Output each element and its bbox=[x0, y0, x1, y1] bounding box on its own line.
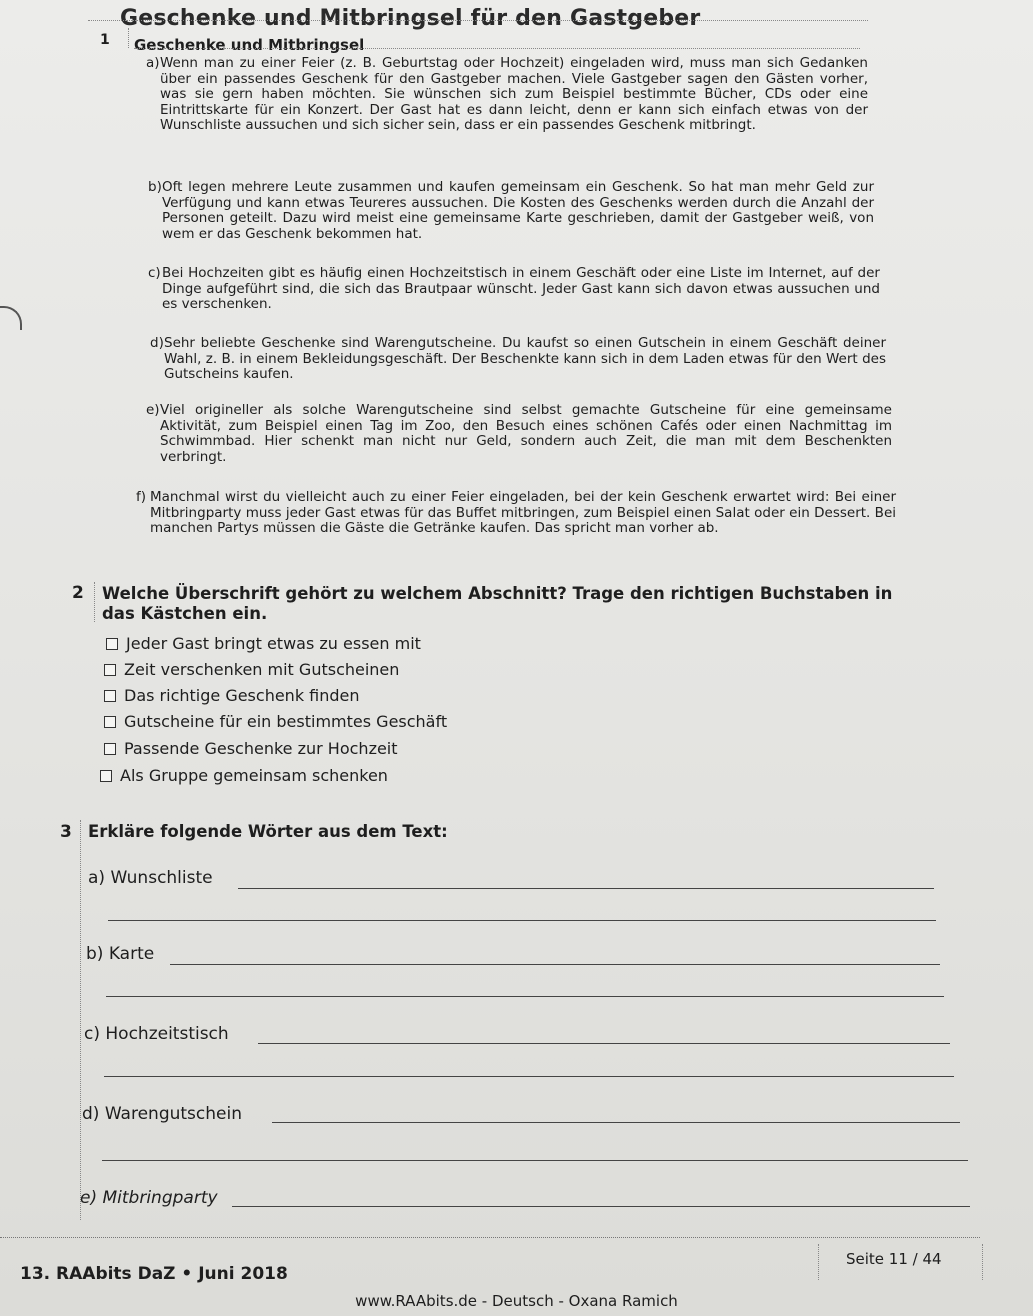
answer-line[interactable] bbox=[170, 964, 940, 965]
heading-option bbox=[104, 739, 398, 758]
footer-issue: 13. RAAbits DaZ • Juni 2018 bbox=[20, 1264, 288, 1284]
heading-option-text: Das richtige Geschenk finden bbox=[124, 686, 360, 705]
section1-marker-line bbox=[128, 28, 129, 48]
footer-credit: www.RAAbits.de - Deutsch - Oxana Ramich bbox=[355, 1292, 678, 1310]
heading-option bbox=[104, 686, 360, 705]
section2-task: Welche Überschrift gehört zu welchem Abschnitt? Trage den richtigen Buchstaben in das Kästchen ein. bbox=[102, 584, 893, 623]
section2-number: 2 bbox=[72, 583, 84, 603]
section1-divider bbox=[134, 48, 860, 49]
footer-separator bbox=[818, 1244, 819, 1280]
paragraph-label: f) bbox=[136, 489, 147, 505]
heading-option-text: Als Gruppe gemeinsam schenken bbox=[120, 766, 388, 785]
page-title: Geschenke und Mitbringsel für den Gastgeber bbox=[120, 6, 701, 31]
page-number: Seite 11 / 44 bbox=[846, 1250, 942, 1268]
heading-option bbox=[104, 712, 447, 731]
paragraph-label: d) bbox=[150, 335, 164, 351]
answer-box[interactable] bbox=[104, 690, 116, 702]
answer-line[interactable] bbox=[272, 1122, 960, 1123]
footer-separator bbox=[982, 1244, 983, 1280]
binding-mark bbox=[0, 306, 22, 330]
heading-option bbox=[104, 660, 399, 679]
paragraph-text: Oft legen mehrere Leute zusammen und kaufen gemeinsam ein Geschenk. So hat man mehr Geld zur Verfügung und kann etwas Teureres aussuchen. Die Kosten des Geschenks werden durch die Anzahl der Personen geteilt. Dazu wird meist eine gemeinsame Karte geschrieben, damit der Gastgeber weiß, von wem er das Geschenk bekommen hat. bbox=[162, 179, 874, 242]
section1-number: 1 bbox=[100, 32, 110, 48]
answer-line[interactable] bbox=[108, 920, 936, 921]
answer-line[interactable] bbox=[258, 1043, 950, 1044]
paragraph-e bbox=[146, 402, 892, 465]
paragraph-label: e) bbox=[146, 402, 160, 418]
paragraph-text: Bei Hochzeiten gibt es häufig einen Hochzeitstisch in einem Geschäft oder eine Liste im Internet, auf der Dinge aufgeführt sind, die sich das Brautpaar wünscht. Jeder Gast kann sich davon etwas aussuchen und es verschenken. bbox=[162, 265, 880, 312]
section3-task: Erkläre folgende Wörter aus dem Text: bbox=[88, 822, 448, 841]
vocab-word: d) Warengutschein bbox=[82, 1104, 242, 1124]
title-divider bbox=[88, 20, 868, 21]
section3-marker-line bbox=[80, 820, 81, 1220]
paragraph-label: a) bbox=[146, 55, 160, 71]
answer-line[interactable] bbox=[104, 1076, 954, 1077]
answer-line[interactable] bbox=[238, 888, 934, 889]
paragraph-f bbox=[136, 489, 896, 537]
vocab-word: e) Mitbringparty bbox=[80, 1188, 218, 1208]
answer-box[interactable] bbox=[104, 716, 116, 728]
paragraph-text: Viel origineller als solche Warengutscheine sind selbst gemachte Gutscheine für eine gemeinsame Aktivität, zum Beispiel einen Tag im Zoo, den Besuch eines schönen Cafés oder einen Nachmittag im Schwimmbad. Hier schenkt man nicht nur Geld, sondern auch Zeit, die man mit dem Beschenkten verbringt. bbox=[160, 402, 892, 465]
paragraph-a bbox=[146, 55, 868, 134]
answer-line[interactable] bbox=[106, 996, 944, 997]
heading-option bbox=[100, 766, 388, 785]
paragraph-text: Sehr beliebte Geschenke sind Warengutscheine. Du kaufst so einen Gutschein in einem Geschäft deiner Wahl, z. B. in einem Bekleidungsgeschäft. Der Beschenkte kann sich in dem Laden etwas für den Wert des Gutscheins kaufen. bbox=[164, 335, 886, 382]
answer-box[interactable] bbox=[104, 743, 116, 755]
answer-line[interactable] bbox=[102, 1160, 968, 1161]
paragraph-text: Wenn man zu einer Feier (z. B. Geburtstag oder Hochzeit) eingeladen wird, muss man sich Gedanken über ein passendes Geschenk für den Gastgeber machen. Viele Gastgeber sagen den Gästen vorher, was sie gern haben möchten. Sie wünschen sich zum Beispiel bestimmte Bücher, CDs oder eine Eintrittskarte für ein Konzert. Der Gast hat es dann leicht, denn er kann sich einfach etwas von der Wunschliste aussuchen und sich sicher sein, dass er ein passendes Geschenk mitbringt. bbox=[160, 55, 868, 133]
paragraph-c bbox=[148, 265, 880, 313]
vocab-word: c) Hochzeitstisch bbox=[84, 1024, 229, 1044]
answer-line[interactable] bbox=[232, 1206, 970, 1207]
answer-box[interactable] bbox=[106, 638, 118, 650]
heading-option-text: Gutscheine für ein bestimmtes Geschäft bbox=[124, 712, 448, 731]
section1-heading: Geschenke und Mitbringsel bbox=[134, 36, 365, 54]
section3-number: 3 bbox=[60, 822, 72, 842]
heading-option-text: Jeder Gast bringt etwas zu essen mit bbox=[126, 634, 421, 653]
heading-option-text: Passende Geschenke zur Hochzeit bbox=[124, 739, 398, 758]
heading-option bbox=[106, 634, 421, 653]
paragraph-label: c) bbox=[148, 265, 161, 281]
answer-box[interactable] bbox=[104, 664, 116, 676]
vocab-word: a) Wunschliste bbox=[88, 868, 213, 888]
footer-divider bbox=[0, 1237, 980, 1238]
answer-box[interactable] bbox=[100, 770, 112, 782]
paragraph-text: Manchmal wirst du vielleicht auch zu einer Feier eingeladen, bei der kein Geschenk erwartet wird: Bei einer Mitbringparty muss jeder Gast etwas für das Buffet mitbringen, zum Beispiel einen Salat oder ein Dessert. Bei manchen Partys müssen die Gäste die Getränke kaufen. Das spricht man vorher ab. bbox=[150, 489, 896, 536]
heading-option-text: Zeit verschenken mit Gutscheinen bbox=[124, 660, 400, 679]
paragraph-d bbox=[150, 335, 886, 383]
paragraph-b bbox=[148, 179, 874, 242]
section2-marker-line bbox=[94, 582, 95, 622]
paragraph-label: b) bbox=[148, 179, 162, 195]
vocab-word: b) Karte bbox=[86, 944, 155, 964]
